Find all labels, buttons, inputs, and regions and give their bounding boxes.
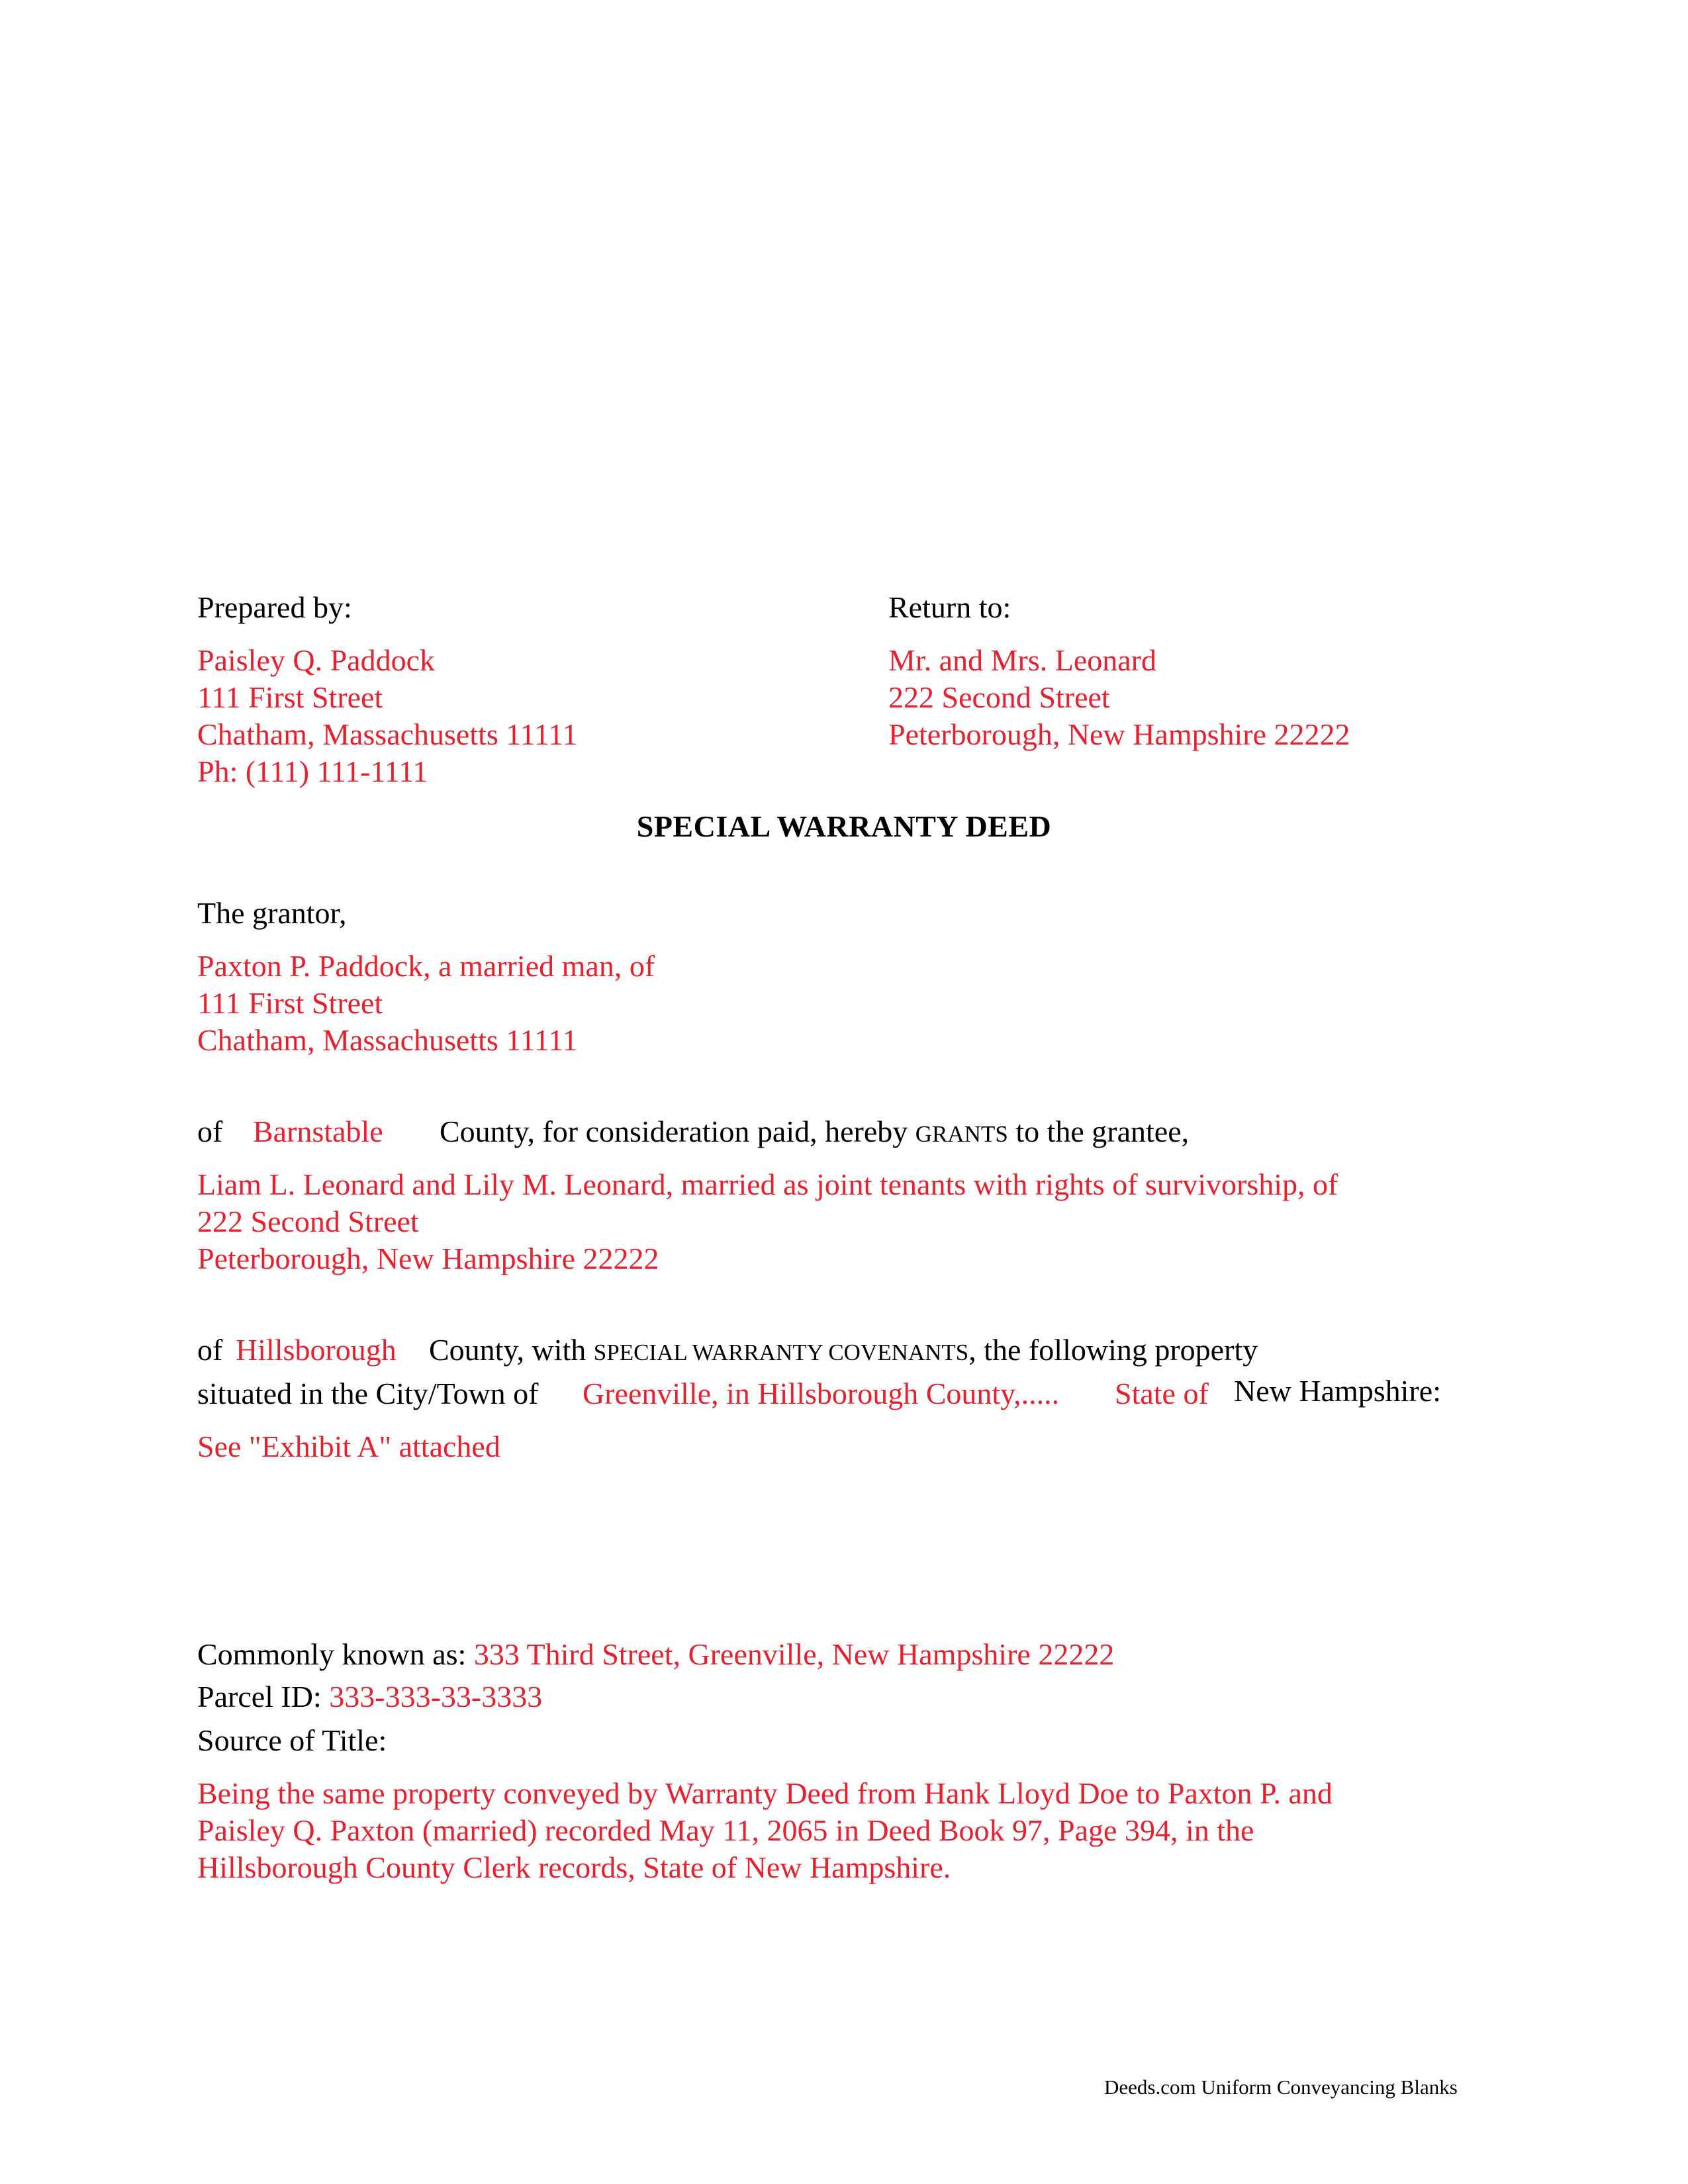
grantee-city: Peterborough, New Hampshire 22222 [197,1242,659,1275]
grantee-block [197,1166,1338,1277]
parcel-value: 333-333-33-3333 [329,1680,543,1713]
property-clause-text-a: County, with [429,1333,586,1367]
return-to-street: 222 Second Street [888,680,1110,714]
source-of-title-line: Hillsborough County Clerk records, State of New Hampshire. [197,1850,951,1884]
grant-clause-grants: GRANTS [915,1121,1008,1147]
commonly-known-label: Commonly known as: [197,1637,467,1671]
property-situated-label: situated in the City/Town of [197,1377,539,1410]
prepared-by-phone: Ph: (111) 111-1111 [197,754,428,788]
parcel-label: Parcel ID: [197,1680,322,1713]
property-clause-of: of [197,1333,223,1367]
grantee-county: Hillsborough [236,1333,397,1367]
prepared-by-street: 111 First Street [197,680,383,714]
grantor-name: Paxton P. Paddock, a married man, of [197,949,655,983]
source-of-title-label: Source of Title: [197,1723,387,1757]
exhibit-reference: See "Exhibit A" attached [197,1430,500,1463]
grantee-street: 222 Second Street [197,1205,419,1238]
grantor-city: Chatham, Massachusetts 11111 [197,1023,578,1057]
property-clause-covenants: SPECIAL WARRANTY COVENANTS [593,1340,969,1365]
prepared-by-name: Paisley Q. Paddock [197,643,436,677]
source-of-title-block [197,1775,1333,1886]
grant-clause-of: of [197,1115,223,1148]
grant-clause-text [440,1113,1189,1153]
return-to-label: Return to: [888,590,1011,624]
property-clause-text-b: , the following property [968,1333,1258,1367]
property-city: Greenville, in Hillsborough County,..... [583,1377,1060,1410]
return-to-block [888,642,1350,753]
grantor-street: 111 First Street [197,986,383,1020]
grantor-label: The grantor, [197,896,347,930]
grant-clause-text-a: County, for consideration paid, hereby [440,1115,908,1148]
parcel-row [197,1678,542,1715]
grantee-name: Liam L. Leonard and Lily M. Leonard, married as joint tenants with rights of survivorship, of [197,1167,1338,1201]
property-state: New Hampshire: [1234,1374,1441,1408]
grantor-block [197,948,655,1059]
prepared-by-label: Prepared by: [197,590,352,624]
source-of-title-line: Being the same property conveyed by Warranty Deed from Hank Lloyd Doe to Paxton P. and [197,1776,1333,1810]
source-of-title-line: Paisley Q. Paxton (married) recorded May 11, 2065 in Deed Book 97, Page 394, in the [197,1813,1254,1847]
commonly-known-value: 333 Third Street, Greenville, New Hampshire 22222 [473,1637,1115,1671]
grantor-county: Barnstable [253,1115,383,1148]
commonly-known-row [197,1636,1114,1673]
grant-clause-text-b: to the grantee, [1015,1115,1190,1148]
footer-credit: Deeds.com Uniform Conveyancing Blanks [1104,2075,1458,2099]
prepared-by-block [197,642,577,790]
prepared-by-city: Chatham, Massachusetts 11111 [197,717,578,751]
page-title: SPECIAL WARRANTY DEED [636,809,1052,843]
property-state-of: State of [1115,1377,1209,1410]
return-to-city: Peterborough, New Hampshire 22222 [888,717,1350,751]
return-to-name: Mr. and Mrs. Leonard [888,643,1156,677]
property-clause-text [429,1332,1258,1371]
